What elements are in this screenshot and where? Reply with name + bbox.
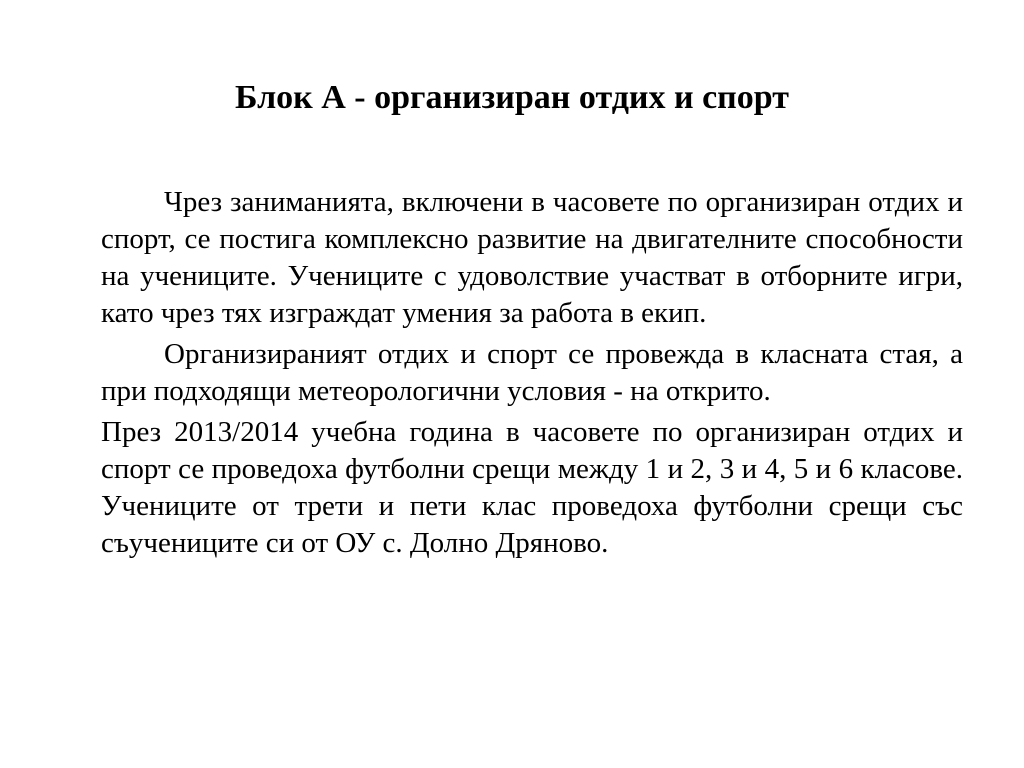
slide-body <box>101 184 963 566</box>
slide-title: Блок А - организиран отдих и спорт <box>235 79 789 116</box>
paragraph-2: Организираният отдих и спорт се провежда в класната стая, а при подходящи метеорологични условия - на открито. <box>101 338 963 407</box>
paragraph-3: През 2013/2014 учебна година в часовете по организиран отдих и спорт се проведоха футболни срещи между 1 и 2, 3 и 4, 5 и 6 класове. Учениците от трети и пети клас проведоха футболни срещи със съучениците си от ОУ с. Долно Дряново. <box>101 416 963 559</box>
paragraph-1: Чрез заниманията, включени в часовете по организиран отдих и спорт, се постига комплексно развитие на двигателните способности на учениците. Учениците с удоволствие участват в отборните игри, като чрез тях изграждат умения за работа в екип. <box>101 186 963 329</box>
